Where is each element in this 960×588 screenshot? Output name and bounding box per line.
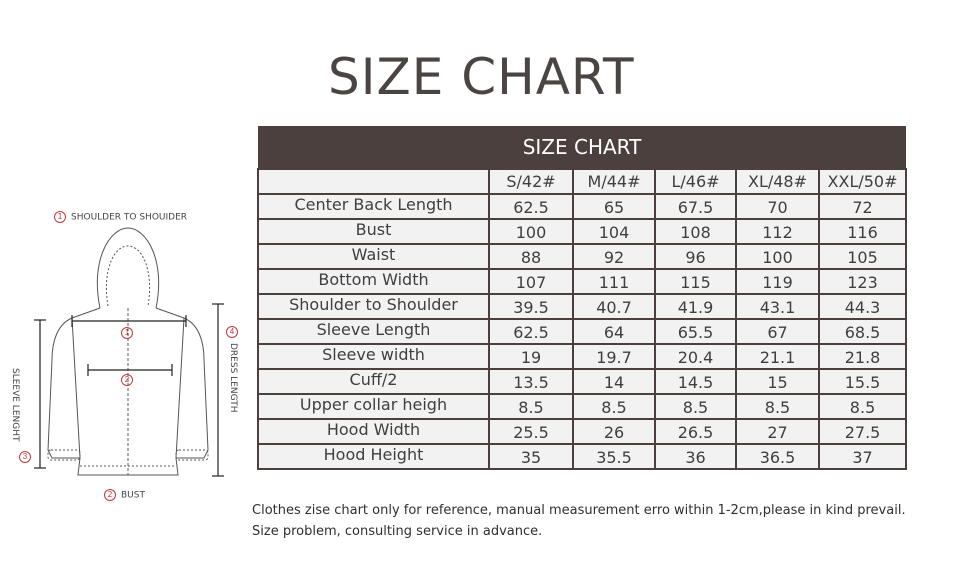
table-row <box>258 319 906 344</box>
size-value-cell: 8.5 <box>573 394 655 419</box>
shoulder-measure-label: 1 SHOULDER TO SHOUIDER <box>54 211 187 223</box>
table-row <box>258 394 906 419</box>
table-row <box>258 419 906 444</box>
size-value-cell: 43.1 <box>736 294 819 319</box>
size-value-cell: 112 <box>736 219 819 244</box>
size-value-cell: 96 <box>655 244 736 269</box>
size-value-cell: 37 <box>819 444 906 469</box>
size-value-cell: 67.5 <box>655 194 736 219</box>
column-header <box>258 169 489 194</box>
column-header: M/44# <box>573 169 655 194</box>
size-value-cell: 8.5 <box>736 394 819 419</box>
table-row <box>258 194 906 219</box>
size-value-cell: 107 <box>489 269 573 294</box>
marker-4-icon: 4 <box>226 326 238 338</box>
size-value-cell: 104 <box>573 219 655 244</box>
row-label: Cuff/2 <box>258 369 489 394</box>
jacket-diagram <box>0 200 250 520</box>
size-value-cell: 44.3 <box>819 294 906 319</box>
disclaimer-note: Clothes zise chart only for reference, manual measurement erro within 1-2cm,please in kind prevail. <box>252 503 906 518</box>
size-value-cell: 21.1 <box>736 344 819 369</box>
size-value-cell: 21.8 <box>819 344 906 369</box>
size-value-cell: 14 <box>573 369 655 394</box>
size-value-cell: 92 <box>573 244 655 269</box>
row-label: Sleeve Length <box>258 319 489 344</box>
row-label: Hood Width <box>258 419 489 444</box>
size-value-cell: 119 <box>736 269 819 294</box>
table-row <box>258 444 906 469</box>
marker-3-icon: 3 <box>19 451 31 463</box>
size-value-cell: 116 <box>819 219 906 244</box>
row-label: Sleeve width <box>258 344 489 369</box>
size-value-cell: 123 <box>819 269 906 294</box>
size-value-cell: 72 <box>819 194 906 219</box>
size-value-cell: 39.5 <box>489 294 573 319</box>
row-label: Bust <box>258 219 489 244</box>
size-value-cell: 65 <box>573 194 655 219</box>
table-row <box>258 219 906 244</box>
row-label: Waist <box>258 244 489 269</box>
size-value-cell: 15.5 <box>819 369 906 394</box>
marker-2-icon: 2 <box>104 489 116 501</box>
column-header: S/42# <box>489 169 573 194</box>
page-title: SIZE CHART <box>328 47 635 106</box>
row-label: Upper collar heigh <box>258 394 489 419</box>
marker-2-on-diagram: 2 <box>121 374 133 386</box>
size-value-cell: 36 <box>655 444 736 469</box>
size-value-cell: 41.9 <box>655 294 736 319</box>
marker-1-icon: 1 <box>54 211 66 223</box>
size-value-cell: 14.5 <box>655 369 736 394</box>
row-label: Shoulder to Shoulder <box>258 294 489 319</box>
size-value-cell: 15 <box>736 369 819 394</box>
bust-measure-label: 2 BUST <box>104 489 145 501</box>
service-note: Size problem, consulting service in advance. <box>252 524 543 539</box>
size-value-cell: 100 <box>736 244 819 269</box>
size-value-cell: 67 <box>736 319 819 344</box>
size-value-cell: 62.5 <box>489 319 573 344</box>
size-value-cell: 105 <box>819 244 906 269</box>
sleeve-length-label: SLEEVE LENGHT <box>10 368 20 442</box>
size-value-cell: 26 <box>573 419 655 444</box>
row-label: Bottom Width <box>258 269 489 294</box>
column-header: L/46# <box>655 169 736 194</box>
size-value-cell: 19 <box>489 344 573 369</box>
size-value-cell: 35.5 <box>573 444 655 469</box>
table-banner: SIZE CHART <box>258 126 906 169</box>
size-value-cell: 111 <box>573 269 655 294</box>
size-value-cell: 13.5 <box>489 369 573 394</box>
size-value-cell: 36.5 <box>736 444 819 469</box>
table-row <box>258 344 906 369</box>
size-value-cell: 20.4 <box>655 344 736 369</box>
dress-length-label: DRESS LENGTH <box>228 343 238 413</box>
size-value-cell: 65.5 <box>655 319 736 344</box>
marker-1-on-diagram: 1 <box>121 327 133 339</box>
size-value-cell: 8.5 <box>655 394 736 419</box>
size-chart-table <box>257 126 907 470</box>
size-value-cell: 25.5 <box>489 419 573 444</box>
column-header: XXL/50# <box>819 169 906 194</box>
size-value-cell: 26.5 <box>655 419 736 444</box>
size-value-cell: 70 <box>736 194 819 219</box>
size-value-cell: 40.7 <box>573 294 655 319</box>
column-header: XL/48# <box>736 169 819 194</box>
size-value-cell: 88 <box>489 244 573 269</box>
table-row <box>258 294 906 319</box>
size-value-cell: 8.5 <box>819 394 906 419</box>
size-value-cell: 115 <box>655 269 736 294</box>
size-value-cell: 8.5 <box>489 394 573 419</box>
size-value-cell: 27 <box>736 419 819 444</box>
size-value-cell: 19.7 <box>573 344 655 369</box>
table-row <box>258 269 906 294</box>
size-value-cell: 108 <box>655 219 736 244</box>
size-value-cell: 64 <box>573 319 655 344</box>
table-row <box>258 244 906 269</box>
jacket-illustration <box>0 200 250 520</box>
table-header-row <box>258 169 906 194</box>
table-row <box>258 369 906 394</box>
size-value-cell: 27.5 <box>819 419 906 444</box>
row-label: Hood Height <box>258 444 489 469</box>
size-value-cell: 35 <box>489 444 573 469</box>
row-label: Center Back Length <box>258 194 489 219</box>
size-value-cell: 68.5 <box>819 319 906 344</box>
size-value-cell: 100 <box>489 219 573 244</box>
size-value-cell: 62.5 <box>489 194 573 219</box>
